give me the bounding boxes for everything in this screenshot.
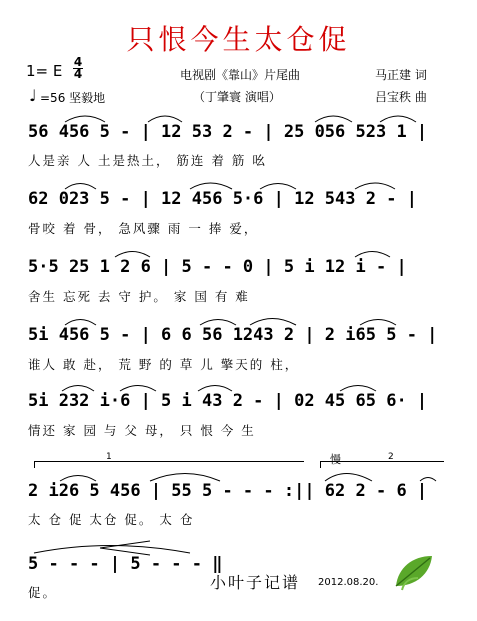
singer-credit: （丁肇寰 演唱） <box>193 90 281 104</box>
time-signature <box>73 57 83 80</box>
song-source: 电视剧《靠山》片尾曲 <box>180 68 301 82</box>
score-row-5-notes: 5i 232 i·6 | 5 i 43 2 - | 02 45 65 6· | <box>28 391 428 411</box>
score-row-1-lyrics: 人是亲 人 土是热土， 筋连 着 筋 吆 <box>28 153 267 168</box>
score-row-3-lyrics: 舍生 忘死 去 守 护。 家 国 有 难 <box>28 289 250 304</box>
score-row-6-lyrics: 太 仓 促 太仓 促。 太 仓 <box>28 512 195 527</box>
score-row-2-lyrics: 骨咬 着 骨， 急风骤 雨 一 捧 爱， <box>28 221 259 236</box>
tempo-marking: =56 坚毅地 <box>40 91 106 105</box>
time-signature-top: 4 <box>73 55 83 69</box>
lyricist-credit: 马正建 词 <box>375 68 427 82</box>
time-signature-bottom: 4 <box>73 67 83 81</box>
transcription-date: 2012.08.20. <box>318 577 379 588</box>
transcriber-signature: 小叶子记谱 <box>210 573 301 592</box>
tie <box>34 546 190 554</box>
score-row-4-notes: 5i 456 5 - | 6 6 56 1243 2 | 2 i65 5 - | <box>28 325 438 345</box>
decrescendo-icon <box>100 541 150 555</box>
score-row-7-lyrics: 促。 <box>28 585 58 600</box>
score-row-7-notes: 5 - - - | 5 - - - ‖ <box>28 554 223 574</box>
score-row-3-notes: 5·5 25 1 2 6 | 5 - - 0 | 5 i 12 i - | <box>28 257 407 277</box>
quarter-note-icon: ♩ <box>29 86 37 105</box>
score-row-1-notes: 56 456 5 - | 12 53 2 - | 25 056 523 1 | <box>28 122 428 142</box>
score-row-4-lyrics: 谁人 敢 赴， 荒 野 的 草 儿 擎天的 柱， <box>28 357 300 372</box>
slur <box>150 474 220 482</box>
volta-2-start <box>320 461 321 468</box>
volta-1-start <box>34 461 35 468</box>
composer-credit: 吕宝秩 曲 <box>375 90 427 104</box>
score-row-5-lyrics: 情还 家 园 与 父 母， 只 恨 今 生 <box>28 423 256 438</box>
leaf-icon <box>392 552 436 592</box>
song-title: 只恨今生太仓促 <box>126 23 351 56</box>
score-row-6-notes: 2 i26 5 456 | 55 5 - - - :|| 62 2 - 6 | <box>28 481 428 501</box>
volta-1-label: 1 <box>106 452 112 462</box>
score-row-2-notes: 62 023 5 - | 12 456 5·6 | 12 543 2 - | <box>28 189 417 209</box>
key-signature: 1= E <box>26 62 63 80</box>
volta-2-label: 2 <box>388 452 394 462</box>
volta-1-bracket <box>34 461 304 462</box>
slur <box>325 474 372 482</box>
slow-marking: 慢 <box>330 453 341 466</box>
